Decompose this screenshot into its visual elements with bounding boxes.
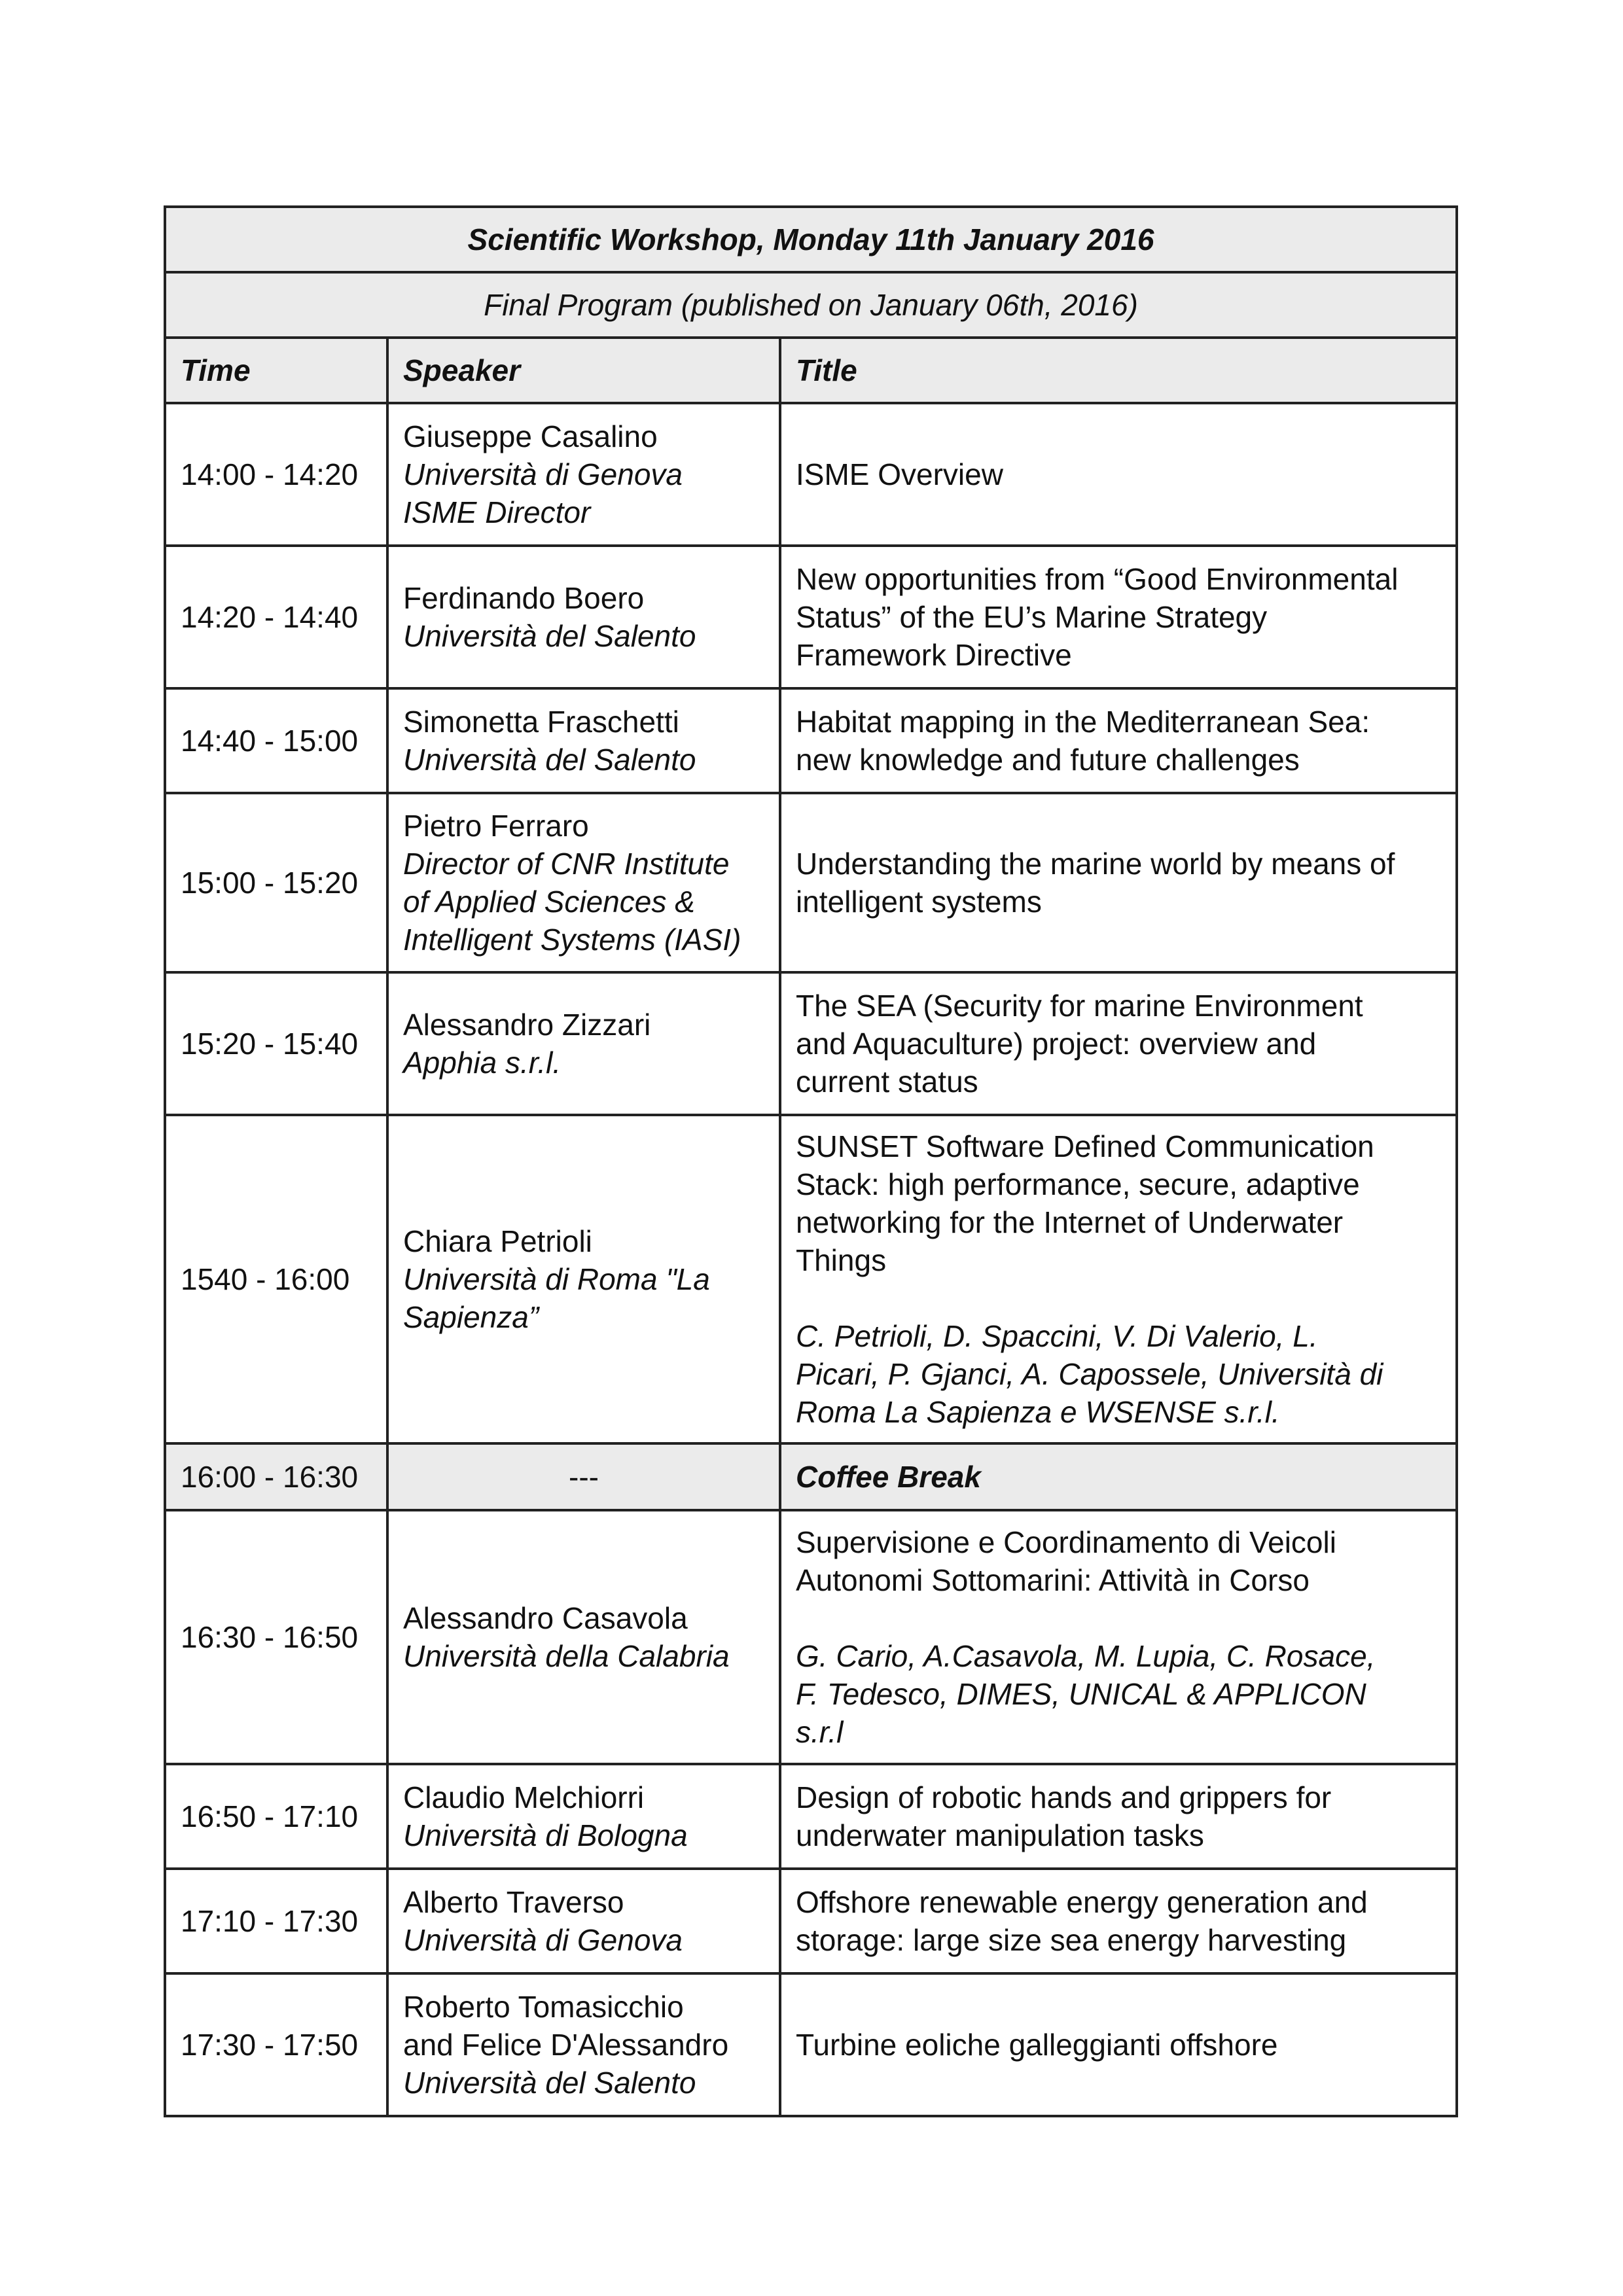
speaker-affiliation: ISME Director: [403, 495, 591, 529]
spacer: [796, 1279, 1441, 1317]
talk-authors-line: Roma La Sapienza e WSENSE s.r.l.: [796, 1395, 1280, 1429]
talk-title-line: Things: [796, 1243, 887, 1277]
column-header-row: [165, 338, 1457, 403]
column-header-speaker: Speaker: [387, 338, 780, 403]
session-title: [780, 972, 1457, 1115]
session-time: 16:50 - 17:10: [165, 1764, 387, 1869]
speaker-affiliation: Università di Bologna: [403, 1818, 688, 1852]
session-speaker: [387, 1869, 780, 1973]
speaker-affiliation: Università della Calabria: [403, 1639, 730, 1673]
session-row: [165, 1510, 1457, 1764]
talk-title-line: Design of robotic hands and grippers for: [796, 1780, 1332, 1814]
talk-title-line: underwater manipulation tasks: [796, 1818, 1204, 1852]
coffee-break-row: [165, 1443, 1457, 1510]
speaker-name: Pietro Ferraro: [403, 809, 589, 843]
talk-title-line: Status” of the EU’s Marine Strategy: [796, 600, 1268, 634]
session-title: [780, 1510, 1457, 1764]
talk-title-line: intelligent systems: [796, 885, 1042, 919]
session-time: 17:30 - 17:50: [165, 1973, 387, 2116]
speaker-affiliation: Università del Salento: [403, 619, 696, 653]
session-row: [165, 1869, 1457, 1973]
talk-title-line: Autonomi Sottomarini: Attività in Corso: [796, 1563, 1310, 1597]
session-row: [165, 546, 1457, 688]
session-time: 14:40 - 15:00: [165, 688, 387, 793]
speaker-affiliation: Apphia s.r.l.: [403, 1046, 562, 1080]
speaker-affiliation: Intelligent Systems (IASI): [403, 923, 741, 957]
speaker-name: Claudio Melchiorri: [403, 1780, 645, 1814]
speaker-name: Alessandro Zizzari: [403, 1008, 651, 1042]
speaker-affiliation: Director of CNR Institute: [403, 847, 730, 881]
program-table: [164, 205, 1458, 2117]
session-title: [780, 546, 1457, 688]
session-row: [165, 793, 1457, 972]
session-time: 16:00 - 16:30: [165, 1443, 387, 1510]
session-title: [780, 1869, 1457, 1973]
speaker-affiliation: Università di Genova: [403, 1923, 683, 1957]
talk-title-line: Stack: high performance, secure, adaptive: [796, 1167, 1360, 1201]
speaker-affiliation: Università del Salento: [403, 743, 696, 777]
talk-title-line: Understanding the marine world by means of: [796, 847, 1395, 881]
talk-title-line: storage: large size sea energy harvesting: [796, 1923, 1347, 1957]
session-time: 15:00 - 15:20: [165, 793, 387, 972]
talk-title-line: New opportunities from “Good Environmental: [796, 562, 1399, 596]
session-title: [780, 1764, 1457, 1869]
session-title: [780, 793, 1457, 972]
session-title: [780, 403, 1457, 546]
session-time: 16:30 - 16:50: [165, 1510, 387, 1764]
speaker-name: Alberto Traverso: [403, 1885, 624, 1919]
talk-authors-line: s.r.l: [796, 1715, 844, 1749]
speaker-name: Alessandro Casavola: [403, 1601, 688, 1635]
session-title: [780, 688, 1457, 793]
talk-title-line: and Aquaculture) project: overview and: [796, 1027, 1317, 1061]
speaker-name: Giuseppe Casalino: [403, 419, 658, 453]
speaker-affiliation: Sapienza”: [403, 1300, 539, 1334]
column-header-title: Title: [780, 338, 1457, 403]
speaker-name: Roberto Tomasicchio: [403, 1990, 684, 2024]
session-time: 15:20 - 15:40: [165, 972, 387, 1115]
session-time: 14:20 - 14:40: [165, 546, 387, 688]
speaker-affiliation: Università di Roma "La: [403, 1262, 710, 1296]
session-title: [780, 1115, 1457, 1443]
speaker-name: Ferdinando Boero: [403, 581, 645, 615]
talk-authors-line: C. Petrioli, D. Spaccini, V. Di Valerio, L.: [796, 1319, 1318, 1353]
session-speaker: ---: [387, 1443, 780, 1510]
workshop-title: Scientific Workshop, Monday 11th January 2016: [165, 207, 1457, 272]
talk-title-line: Offshore renewable energy generation and: [796, 1885, 1368, 1919]
session-speaker: [387, 1764, 780, 1869]
session-speaker: [387, 688, 780, 793]
talk-title-line: The SEA (Security for marine Environment: [796, 989, 1363, 1023]
session-time: 14:00 - 14:20: [165, 403, 387, 546]
column-header-time: Time: [165, 338, 387, 403]
session-speaker: [387, 793, 780, 972]
session-row: [165, 1764, 1457, 1869]
talk-title-line: Habitat mapping in the Mediterranean Sea:: [796, 705, 1370, 739]
subtitle-row: [165, 272, 1457, 338]
session-speaker: [387, 546, 780, 688]
talk-title-line: current status: [796, 1065, 978, 1099]
program-body: [165, 207, 1457, 2116]
talk-authors-line: Picari, P. Gjanci, A. Capossele, Università di: [796, 1357, 1383, 1391]
speaker-affiliation: of Applied Sciences &: [403, 885, 695, 919]
speaker-name: and Felice D'Alessandro: [403, 2028, 729, 2062]
talk-authors-line: G. Cario, A.Casavola, M. Lupia, C. Rosace,: [796, 1639, 1376, 1673]
session-speaker: [387, 1510, 780, 1764]
session-row: [165, 1115, 1457, 1443]
speaker-affiliation: Università del Salento: [403, 2066, 696, 2100]
talk-title-line: new knowledge and future challenges: [796, 743, 1300, 777]
talk-title-line: ISME Overview: [796, 457, 1003, 491]
talk-authors-line: F. Tedesco, DIMES, UNICAL & APPLICON: [796, 1677, 1366, 1711]
session-row: [165, 1973, 1457, 2116]
session-row: [165, 688, 1457, 793]
coffee-break-title: Coffee Break: [780, 1443, 1457, 1510]
title-row: [165, 207, 1457, 272]
talk-title-line: SUNSET Software Defined Communication: [796, 1129, 1374, 1163]
talk-title-line: networking for the Internet of Underwater: [796, 1205, 1344, 1239]
spacer: [796, 1599, 1441, 1637]
session-time: 17:10 - 17:30: [165, 1869, 387, 1973]
talk-title-line: Supervisione e Coordinamento di Veicoli: [796, 1525, 1336, 1559]
talk-title-line: Turbine eoliche galleggianti offshore: [796, 2028, 1278, 2062]
session-speaker: [387, 972, 780, 1115]
session-row: [165, 403, 1457, 546]
talk-title-line: Framework Directive: [796, 638, 1072, 672]
speaker-name: Simonetta Fraschetti: [403, 705, 679, 739]
speaker-affiliation: Università di Genova: [403, 457, 683, 491]
program-subtitle: Final Program (published on January 06th, 2016): [165, 272, 1457, 338]
session-speaker: [387, 1973, 780, 2116]
speaker-name: Chiara Petrioli: [403, 1224, 592, 1258]
session-row: [165, 972, 1457, 1115]
session-time: 1540 - 16:00: [165, 1115, 387, 1443]
session-speaker: [387, 1115, 780, 1443]
session-speaker: [387, 403, 780, 546]
session-title: [780, 1973, 1457, 2116]
